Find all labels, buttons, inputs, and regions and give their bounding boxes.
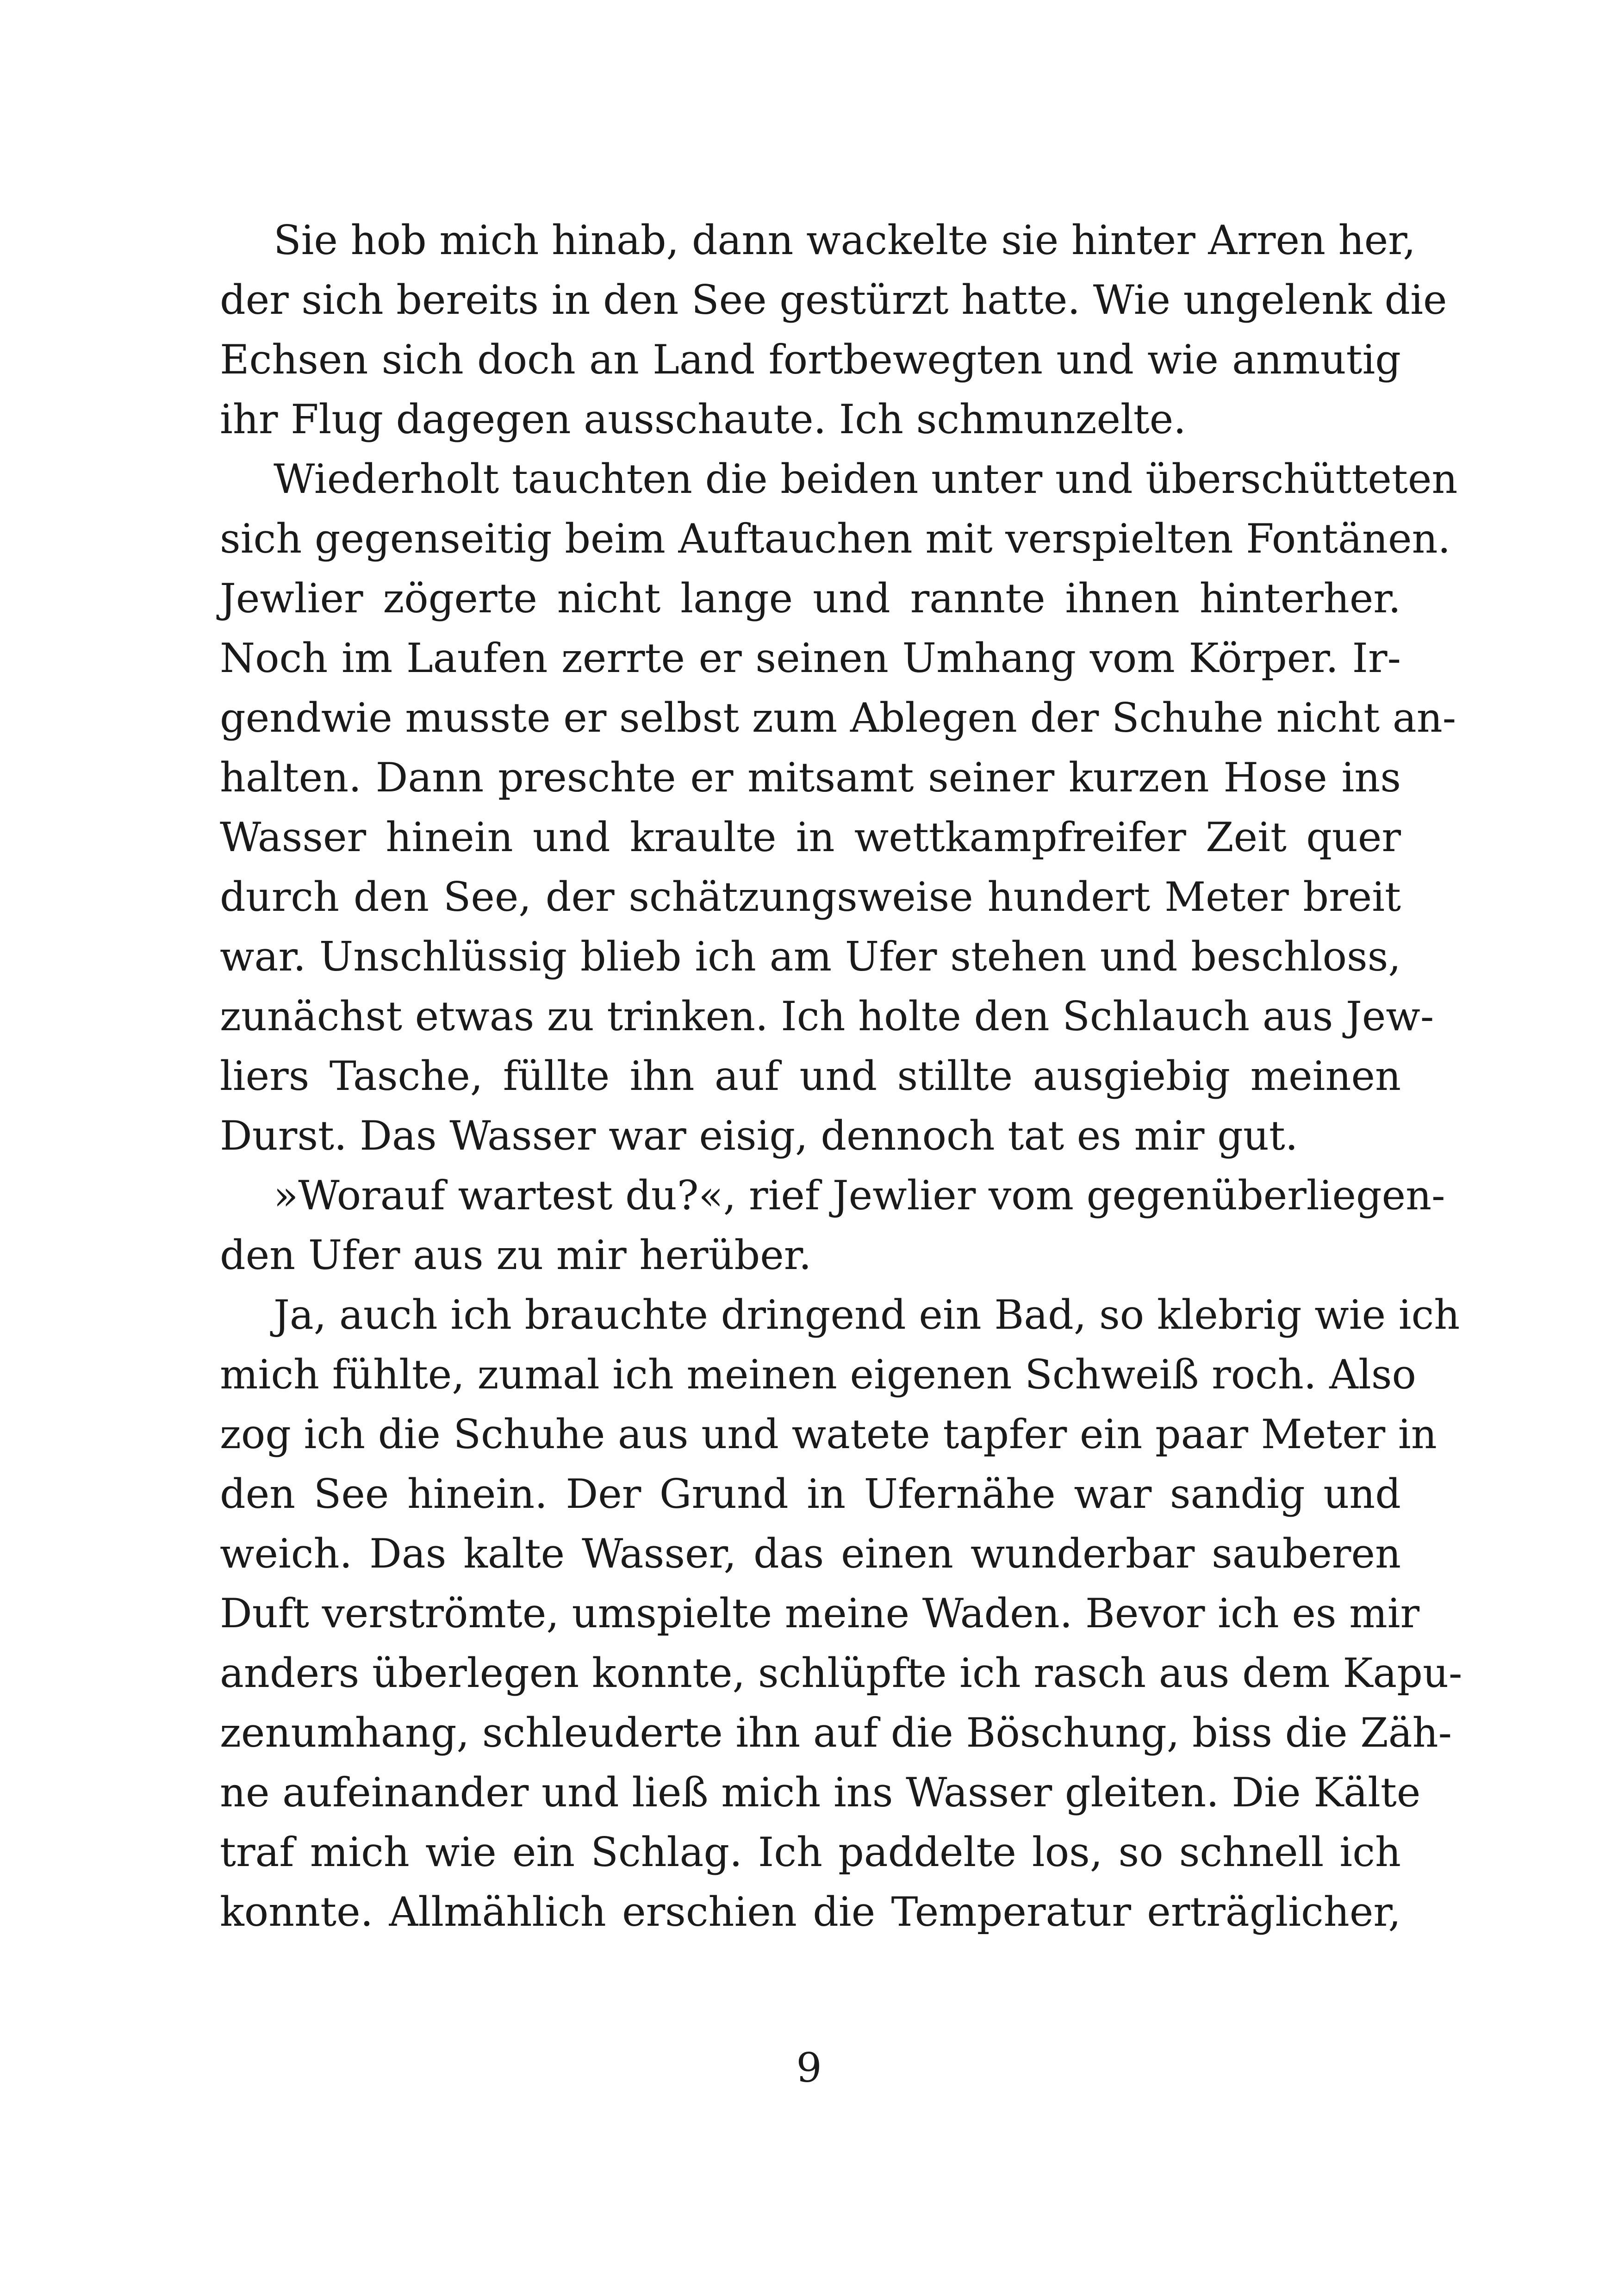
text-line: Duft verströmte, umspielte meine Waden. Bevor ich es mir [220,1590,1420,1637]
text-line: konnte. Allmählich erschien die Temperatur erträglicher, [220,1888,1401,1935]
text-line: Echsen sich doch an Land fortbewegten und wie anmutig [220,336,1401,383]
text-line: zenumhang, schleuderte ihn auf die Böschung, biss die Zäh- [220,1709,1452,1756]
text-line: Sie hob mich hinab, dann wackelte sie hinter Arren her, [274,217,1416,264]
text-line: durch den See, der schätzungsweise hundert Meter breit [220,873,1401,921]
text-line: der sich bereits in den See gestürzt hatte. Wie ungelenk die [220,276,1447,324]
text-line: den See hinein. Der Grund in Ufernähe war sandig und [220,1470,1401,1518]
text-line: Durst. Das Wasser war eisig, dennoch tat es mir gut. [220,1112,1298,1159]
text-line: Wiederholt tauchten die beiden unter und überschütteten [274,455,1458,503]
page-number: 9 [796,2044,822,2091]
text-line: Wasser hinein und kraulte in wettkampfreifer Zeit quer [220,814,1401,861]
text-line: war. Unschlüssig blieb ich am Ufer stehen und beschloss, [220,933,1401,980]
text-line: weich. Das kalte Wasser, das einen wunderbar sauberen [220,1530,1401,1577]
body-text [220,211,1462,1942]
text-line: traf mich wie ein Schlag. Ich paddelte los, so schnell ich [220,1829,1401,1876]
text-line: zunächst etwas zu trinken. Ich holte den Schlauch aus Jew- [220,993,1434,1040]
text-line: ne aufeinander und ließ mich ins Wasser gleiten. Die Kälte [220,1769,1421,1816]
text-line: Noch im Laufen zerrte er seinen Umhang vom Körper. Ir- [220,635,1401,682]
text-line: zog ich die Schuhe aus und watete tapfer ein paar Meter in [220,1411,1437,1458]
text-line: gendwie musste er selbst zum Ablegen der Schuhe nicht an- [220,694,1456,741]
text-line: halten. Dann preschte er mitsamt seiner kurzen Hose ins [220,754,1401,801]
text-line: ihr Flug dagegen ausschaute. Ich schmunzelte. [220,396,1186,443]
text-line: sich gegenseitig beim Auftauchen mit verspielten Fontänen. [220,515,1451,562]
text-line: Jewlier zögerte nicht lange und rannte ihnen hinterher. [220,575,1401,622]
text-line: Ja, auch ich brauchte dringend ein Bad, so klebrig wie ich [274,1291,1460,1338]
text-line: anders überlegen konnte, schlüpfte ich rasch aus dem Kapu- [220,1649,1462,1697]
text-line: »Worauf wartest du?«, rief Jewlier vom gegenüberliegen- [274,1172,1445,1219]
text-line: mich fühlte, zumal ich meinen eigenen Schweiß roch. Also [220,1351,1416,1398]
text-line: liers Tasche, füllte ihn auf und stillte ausgiebig meinen [220,1052,1401,1100]
text-line: den Ufer aus zu mir herüber. [220,1232,812,1279]
